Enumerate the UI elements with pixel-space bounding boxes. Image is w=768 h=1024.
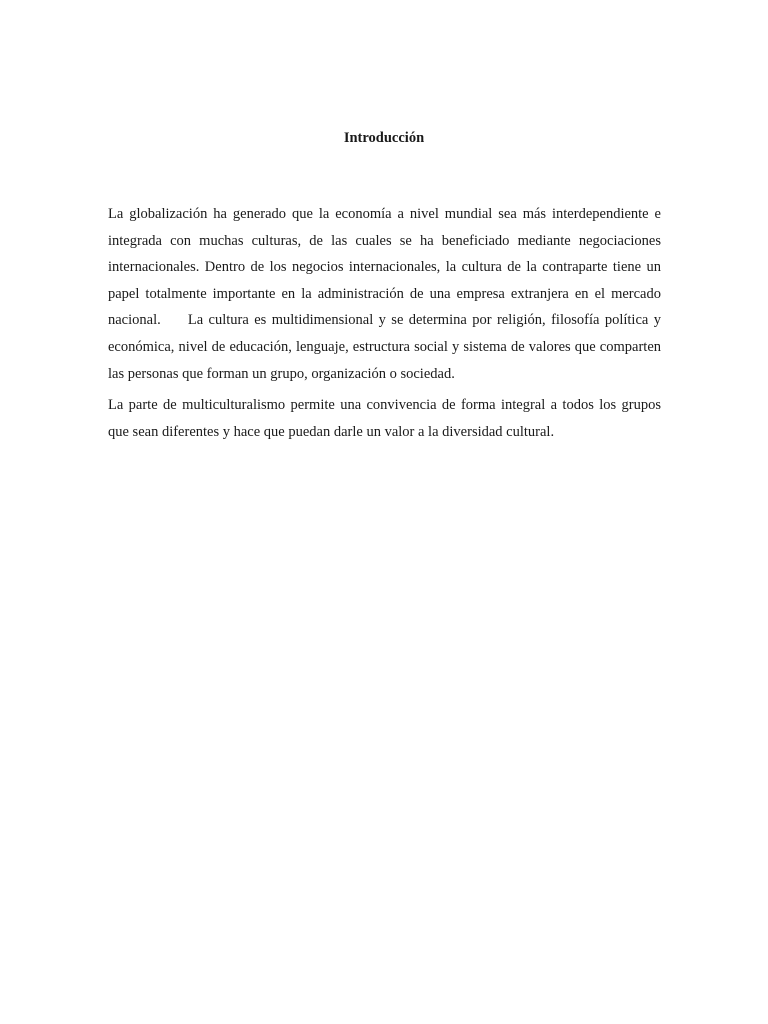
paragraph-1: La globalización ha generado que la economía a nivel mundial sea más interdependiente e integrada con muchas culturas, de las cuales se ha beneficiado mediante negociaciones internacionales. Dentro de los negocios internacionales, la cultura de la contraparte tiene un papel totalmente importante en la administración de una empresa extranjera en el mercado nacional. La cultura es multidimensional y se determina por religión, filosofía política y económica, nivel de educación, lenguaje, estructura social y sistema de valores que comparten las personas que forman un grupo, organización o sociedad. xyxy=(108,206,665,382)
paragraph-2: La parte de multiculturalismo permite una convivencia de forma integral a todos los grupos que sean diferentes y hace que puedan darle un valor a la diversidad cultural. xyxy=(108,397,661,440)
body-text xyxy=(108,201,665,445)
page-title: Introducción xyxy=(343,130,425,146)
